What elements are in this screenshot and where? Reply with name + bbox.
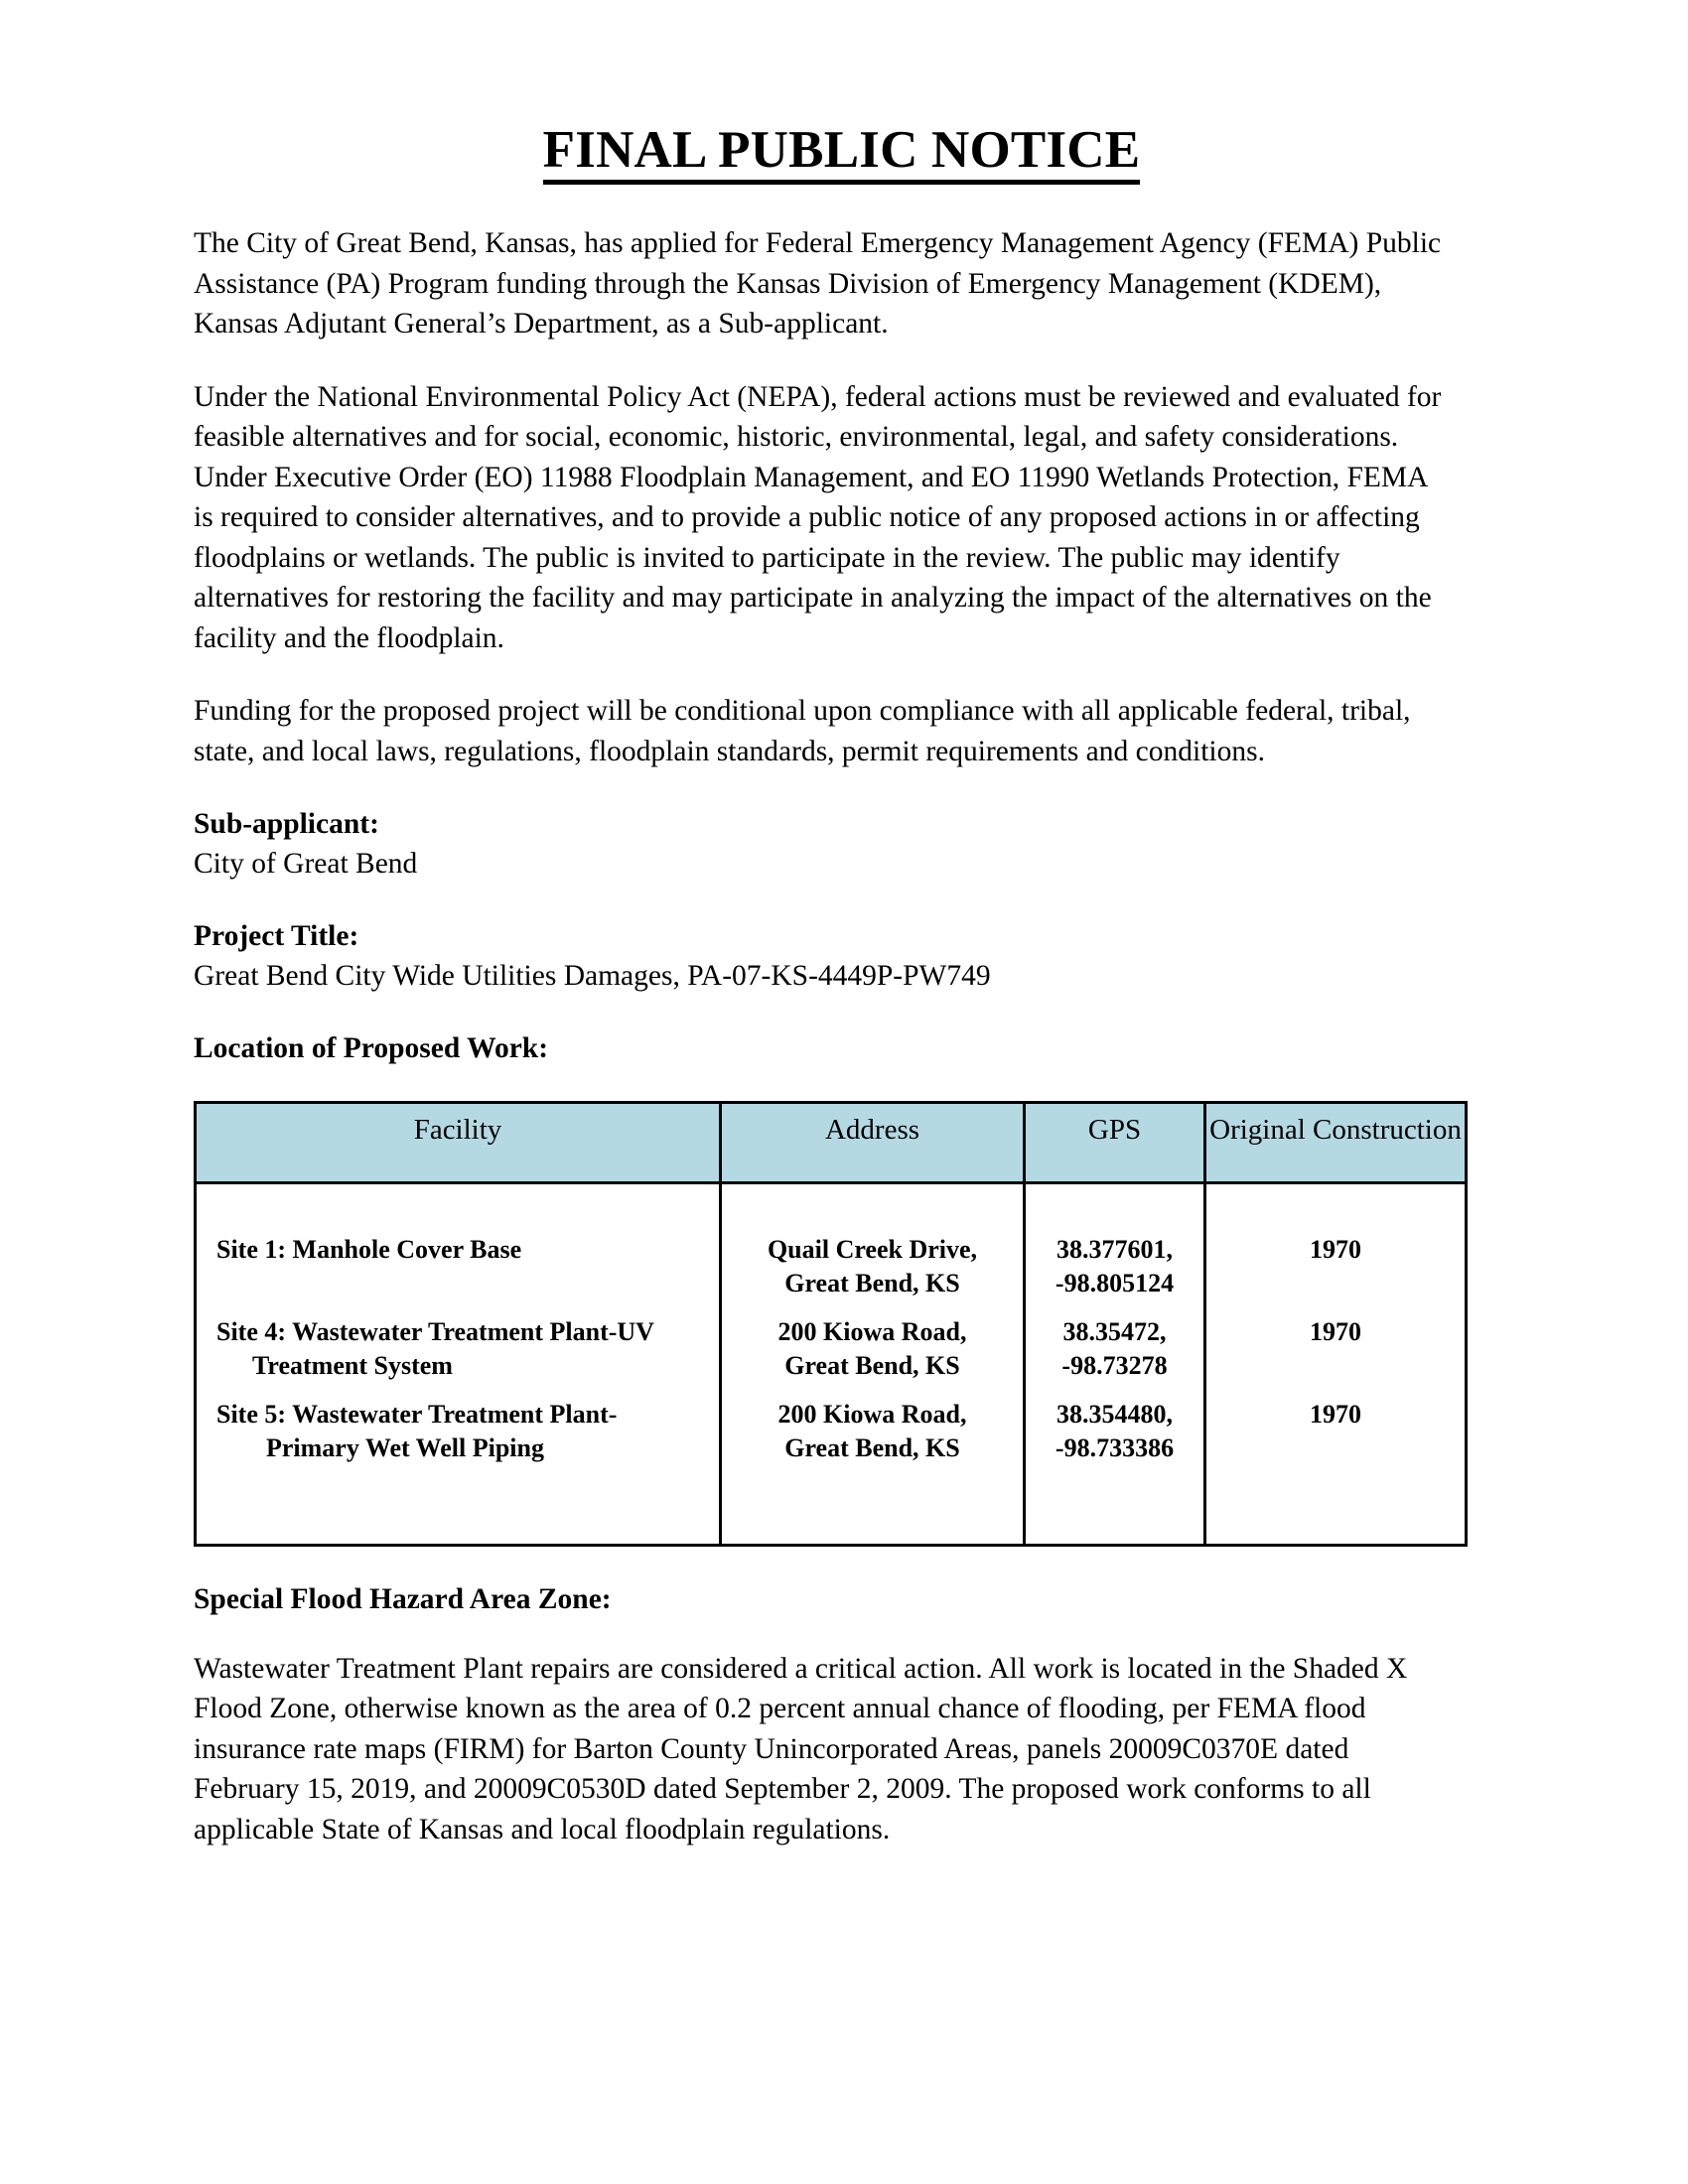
project-title-label: Project Title: — [194, 920, 359, 952]
table-body — [197, 1184, 1465, 1544]
column-header-gps: GPS — [1026, 1104, 1206, 1181]
table-row — [1026, 1398, 1203, 1465]
address-line-2: Great Bend, KS — [784, 1433, 960, 1462]
location-of-work-label: Location of Proposed Work: — [194, 1032, 549, 1064]
table-row: 1970 — [1310, 1317, 1361, 1346]
table-row — [1026, 1233, 1203, 1300]
column-header-address: Address — [722, 1104, 1026, 1181]
facility-line-1: Site 1: Manhole Cover Base — [216, 1235, 522, 1264]
table-column-original-construction — [1206, 1184, 1465, 1544]
table-column-gps — [1026, 1184, 1206, 1544]
column-header-original-construction: Original Construction — [1209, 1114, 1462, 1146]
gps-line-2: -98.733386 — [1055, 1433, 1175, 1462]
flood-zone-text: Wastewater Treatment Plant repairs are considered a critical action. All work is located in the Shaded X Flood Zone, otherwise known as the area of 0.2 percent annual chance of flooding, per FEMA flood insurance rate maps (FIRM) for Barton County Unincorporated Areas, panels 20009C0370E dated February 15, 2019, and 20009C0530D dated September 2, 2009. The proposed work conforms to all applicable State of Kansas and local floodplain regulations. — [194, 1652, 1408, 1845]
facility-line-1: Site 5: Wastewater Treatment Plant- — [216, 1400, 618, 1429]
spacer — [194, 884, 1489, 916]
spacer — [194, 771, 1489, 804]
gps-line-1: 38.35472, — [1062, 1317, 1167, 1346]
spacer — [194, 344, 1489, 377]
table-row — [197, 1233, 719, 1267]
gps-line-2: -98.73278 — [1061, 1351, 1168, 1380]
project-title-value: Great Bend City Wide Utilities Damages, PA-07-KS-4449P-PW749 — [194, 960, 991, 992]
paragraph-intro: The City of Great Bend, Kansas, has applied for Federal Emergency Management Agency (FEMA) Public Assistance (PA) Program funding through the Kansas Division of Emergency Management (KDEM), Kansas Adjutant General’s Department, as a Sub-applicant. — [194, 227, 1442, 340]
spacer — [194, 996, 1489, 1028]
table-row: 1970 — [1310, 1235, 1361, 1264]
address-line-2: Great Bend, KS — [784, 1351, 960, 1380]
facility-line-2: Treatment System — [252, 1351, 453, 1380]
address-line-2: Great Bend, KS — [784, 1269, 960, 1297]
gps-line-1: 38.377601, — [1056, 1235, 1173, 1264]
column-header-facility: Facility — [197, 1104, 722, 1181]
spacer — [194, 658, 1489, 691]
page-title-text: FINAL PUBLIC NOTICE — [543, 124, 1141, 185]
table-row: 1970 — [1310, 1400, 1361, 1429]
facility-line-2: Primary Wet Well Piping — [266, 1433, 544, 1462]
table-row — [197, 1315, 719, 1383]
location-table — [194, 1101, 1468, 1547]
table-row — [197, 1398, 719, 1465]
table-row — [722, 1315, 1023, 1383]
subapplicant-value: City of Great Bend — [194, 848, 418, 880]
page-title — [194, 0, 1489, 185]
address-line-1: 200 Kiowa Road, — [777, 1317, 967, 1346]
table-column-facility — [197, 1184, 722, 1544]
facility-line-1: Site 4: Wastewater Treatment Plant-UV — [216, 1317, 654, 1346]
subapplicant-label: Sub-applicant: — [194, 808, 379, 840]
address-line-1: Quail Creek Drive, — [767, 1235, 978, 1264]
spacer — [194, 185, 1489, 223]
table-row — [722, 1233, 1023, 1300]
address-line-1: 200 Kiowa Road, — [777, 1400, 967, 1429]
table-row — [1026, 1315, 1203, 1383]
gps-line-2: -98.805124 — [1055, 1269, 1175, 1297]
table-column-address — [722, 1184, 1026, 1544]
spacer — [194, 1068, 1489, 1101]
spacer — [194, 1547, 1489, 1579]
paragraph-funding: Funding for the proposed project will be conditional upon compliance with all applicable federal, tribal, state, and local laws, regulations, floodplain standards, permit requirements and conditions. — [194, 695, 1411, 767]
table-row — [722, 1398, 1023, 1465]
document-content — [194, 0, 1489, 1879]
paragraph-nepa: Under the National Environmental Policy Act (NEPA), federal actions must be reviewed and evaluated for feasible alternatives and for social, economic, historic, environmental, legal, and safety considerations. Under Executive Order (EO) 11988 Floodplain Management, and EO 11990 Wetlands Protection, FEMA is required to consider alternatives, and to provide a public notice of any proposed actions in or affecting floodplains or wetlands. The public is invited to participate in the review. The public may identify alternatives for restoring the facility and may participate in analyzing the impact of the alternatives on the facility and the floodplain. — [194, 380, 1442, 654]
gps-line-1: 38.354480, — [1056, 1400, 1173, 1429]
table-header-row — [197, 1104, 1465, 1184]
flood-zone-label: Special Flood Hazard Area Zone: — [194, 1583, 612, 1615]
